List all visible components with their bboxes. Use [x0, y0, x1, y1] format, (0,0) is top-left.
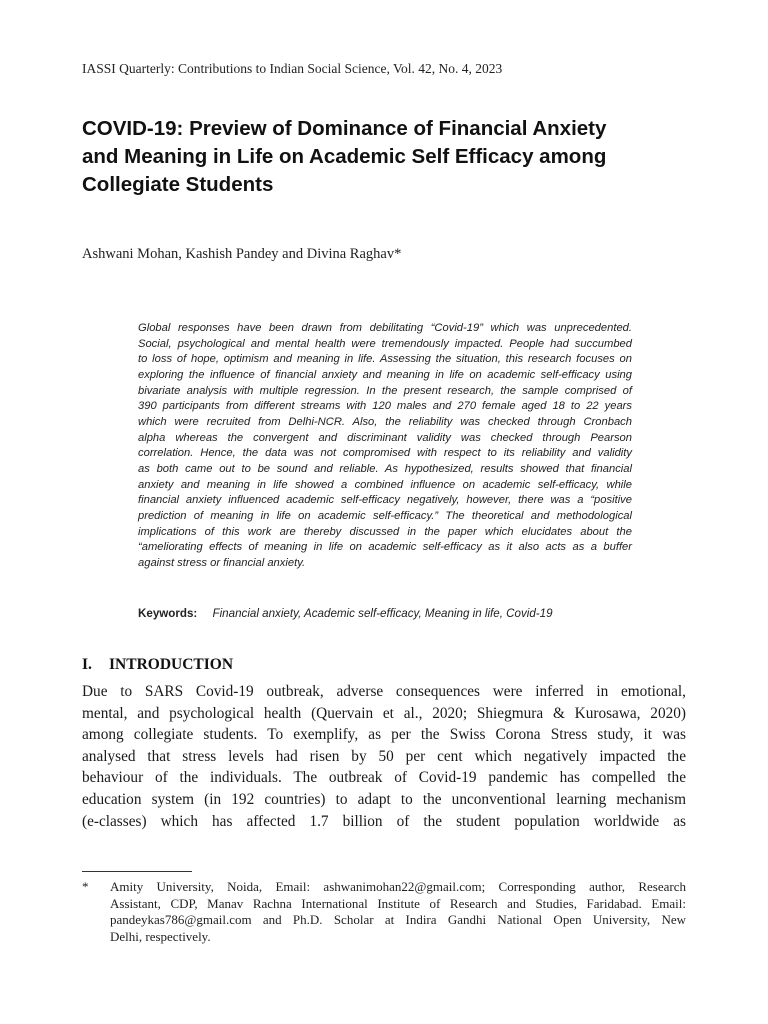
body-line: behaviour of the individuals. The outbreak of Covid-19 pandemic has compelled the [82, 769, 686, 787]
running-head: IASSI Quarterly: Contributions to Indian Social Science, Vol. 42, No. 4, 2023 [82, 61, 503, 76]
abstract-line: 390 participants from different streams with 120 males and 270 female aged 18 to 22 years [138, 400, 632, 413]
body-line: (e-classes) which has affected 1.7 billion of the student population worldwide as [82, 812, 686, 830]
footnote-line: Amity University, Noida, Email: ashwanimohan22@gmail.com; Corresponding author, Research [110, 879, 686, 894]
title-line: Collegiate Students [82, 173, 274, 196]
abstract-line: “ameliorating effects of meaning in life on academic self-efficacy as it also acts as a buffer [138, 541, 632, 554]
abstract-line: Social, psychological and mental health were tremendously impacted. People had succumbed [138, 337, 632, 350]
footnote-line: Assistant, CDP, Manav Rachna International Institute of Research and Studies, Faridabad. Email: [110, 895, 686, 911]
footnote-line: Delhi, respectively. [110, 928, 211, 944]
abstract-line: correlation. Hence, the data was not compromised with respect to its reliability and validity [138, 447, 632, 460]
abstract-line: exploring the influence of financial anxiety and meaning in life on academic self-efficacy using [138, 368, 632, 381]
footnote-divider [82, 871, 192, 872]
section-number: I. [82, 656, 92, 673]
abstract-line: anxiety and meaning in life showed a combined influence on academic self-efficacy, while [138, 478, 632, 491]
section-heading [82, 656, 233, 674]
abstract-line: financial anxiety influenced academic self-efficacy negatively, however, there was a “positive [138, 494, 632, 507]
body-line: Due to SARS Covid-19 outbreak, adverse consequences were inferred in emotional, [82, 683, 686, 700]
abstract-line: alpha whereas the convergent and discriminant validity was checked through Pearson [138, 431, 632, 444]
article-title [82, 115, 692, 199]
abstract-line: prediction of meaning in life on academic self-efficacy.” The theoretical and methodological [138, 509, 632, 522]
introduction-paragraph [82, 681, 686, 832]
abstract-line: to loss of hope, optimism and meaning in life. Assessing the situation, this research focuses on [138, 353, 632, 366]
abstract-line: bivariate analysis with multiple regression. In the present research, the sample comprised of [138, 384, 632, 397]
abstract-line: which were recruited from Delhi-NCR. Also, the reliability was checked through Cronbach [138, 415, 632, 428]
abstract-line: against stress or financial anxiety. [138, 556, 306, 569]
title-line: and Meaning in Life on Academic Self Efficacy among [82, 145, 607, 168]
title-line: COVID-19: Preview of Dominance of Financial Anxiety [82, 117, 607, 140]
abstract-line: Global responses have been drawn from debilitating “Covid-19” which was unprecedented. [138, 322, 632, 334]
footnote-marker: * [82, 879, 89, 894]
footnote [82, 879, 686, 945]
footnote-line: pandeykas786@gmail.com and Ph.D. Scholar at Indira Gandhi National Open University, New [110, 912, 686, 927]
keywords-values: Financial anxiety, Academic self-efficacy, Meaning in life, Covid-19 [212, 607, 553, 620]
abstract-line: as both came out to be sound and reliable. As hypothesized, results showed that financial [138, 462, 632, 475]
author-list: Ashwani Mohan, Kashish Pandey and Divina Raghav* [82, 246, 402, 262]
footnote-text [110, 879, 686, 945]
abstract [138, 321, 632, 572]
abstract-line: implications of this work are thereby discussed in the paper which elucidates about the [138, 525, 632, 538]
keywords-label: Keywords: [138, 607, 198, 620]
keywords [138, 607, 638, 620]
section-title: INTRODUCTION [109, 656, 234, 673]
body-line: among collegiate students. To exemplify, as per the Swiss Corona Stress study, it was [82, 726, 686, 744]
body-line: analysed that stress levels had risen by 50 per cent which negatively impacted the [82, 747, 686, 765]
body-line: mental, and psychological health (Quervain et al., 2020; Shiegmura & Kurosawa, 2020) [82, 704, 686, 722]
body-line: education system (in 192 countries) to adapt to the unconventional learning mechanism [82, 790, 686, 808]
